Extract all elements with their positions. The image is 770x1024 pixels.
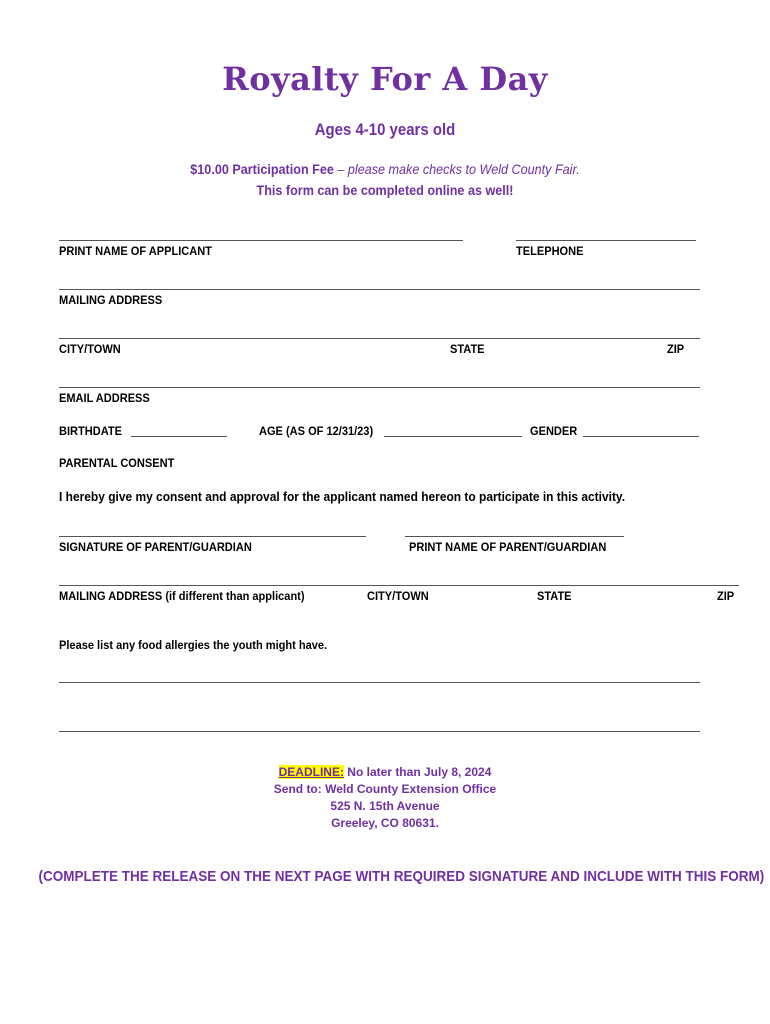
footer-note: (COMPLETE THE RELEASE ON THE NEXT PAGE WITH REQUIRED SIGNATURE AND INCLUDE WITH THIS FORM) <box>38 868 765 885</box>
applicant-name-line[interactable] <box>59 240 463 241</box>
birthdate-input-line[interactable] <box>131 436 227 437</box>
state-label: STATE <box>450 342 485 356</box>
send-to: Send to: Weld County Extension Office <box>273 782 497 796</box>
zip-label: ZIP <box>667 342 685 356</box>
mailing-address-label: MAILING ADDRESS <box>59 293 163 307</box>
age-range: Ages 4-10 years old <box>314 120 456 139</box>
parent-state-label: STATE <box>537 589 572 603</box>
consent-statement: I hereby give my consent and approval for the applicant named hereon to participate in this activity. <box>59 489 626 504</box>
birthdate-label: BIRTHDATE <box>59 424 122 438</box>
applicant-name-label: PRINT NAME OF APPLICANT <box>59 244 212 258</box>
telephone-line[interactable] <box>516 240 696 241</box>
fee-instructions: please make checks to Weld County Fair. <box>347 161 580 177</box>
parent-city-label: CITY/TOWN <box>367 589 429 603</box>
parent-address-line[interactable] <box>59 585 739 586</box>
parent-print-name-label: PRINT NAME OF PARENT/GUARDIAN <box>409 540 607 554</box>
gender-input-line[interactable] <box>583 436 699 437</box>
age-input-line[interactable] <box>384 436 522 437</box>
deadline-label: DEADLINE: <box>278 765 344 779</box>
fee-amount: $10.00 Participation Fee <box>190 161 334 177</box>
allergies-prompt: Please list any food allergies the youth might have. <box>59 638 328 652</box>
city-state-zip-line[interactable] <box>59 338 700 339</box>
deadline-block <box>0 764 770 832</box>
parent-signature-label: SIGNATURE OF PARENT/GUARDIAN <box>59 540 252 554</box>
email-label: EMAIL ADDRESS <box>59 391 150 405</box>
city-address: Greeley, CO 80631. <box>331 816 439 830</box>
mailing-address-line[interactable] <box>59 289 700 290</box>
street-address: 525 N. 15th Avenue <box>330 799 440 813</box>
parent-mailing-label: MAILING ADDRESS (if different than applicant) <box>59 589 305 603</box>
email-line[interactable] <box>59 387 700 388</box>
age-label: AGE (AS OF 12/31/23) <box>259 424 374 438</box>
page-title: Royalty For A Day <box>222 60 548 98</box>
deadline-date: No later than July 8, 2024 <box>343 765 492 779</box>
fee-dash: – <box>333 161 348 177</box>
allergies-line-1[interactable] <box>59 682 700 683</box>
city-label: CITY/TOWN <box>59 342 121 356</box>
parent-print-name-line[interactable] <box>405 536 624 537</box>
consent-heading: PARENTAL CONSENT <box>59 456 175 470</box>
parent-signature-line[interactable] <box>59 536 366 537</box>
parent-zip-label: ZIP <box>717 589 735 603</box>
deadline-line <box>0 764 770 781</box>
online-note: This form can be completed online as well! <box>256 182 514 198</box>
telephone-label: TELEPHONE <box>516 244 584 258</box>
gender-label: GENDER <box>530 424 578 438</box>
allergies-line-2[interactable] <box>59 731 700 732</box>
participation-fee <box>39 161 732 177</box>
